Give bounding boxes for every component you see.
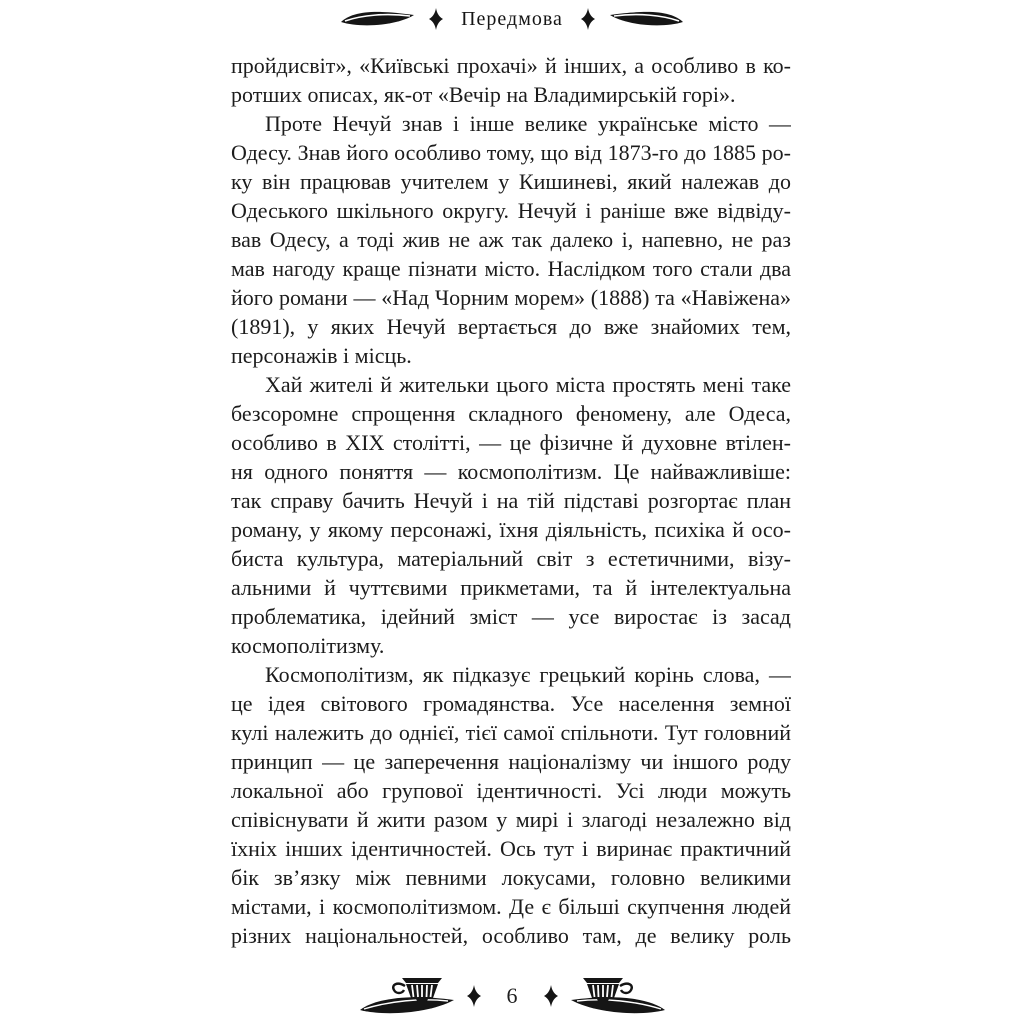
text-line: (1891), у яких Нечуй вертається до вже знайомих тем,: [231, 314, 791, 339]
text-line: це ідея світового громадянства. Усе населення земної: [231, 691, 791, 716]
leaf-flourish-icon: [608, 8, 684, 30]
text-line: безсоромне спрощення складного феномену, але Одеса,: [231, 401, 791, 426]
text-line: проблематика, ідейний зміст — усе виростає із засад: [231, 604, 791, 629]
text-line: ротших описах, як-от «Вечір на Владимирській горі».: [231, 82, 736, 107]
text-line: Хай жителі й жительки цього міста простять мені таке: [265, 372, 791, 397]
text-line: роману, у якому персонажі, їхня діяльність, психіка й осо-: [231, 517, 791, 542]
text-line: ку він працював учителем у Кишиневі, який належав до: [231, 169, 791, 194]
text-line: локальної або групової ідентичності. Усі люди можуть: [231, 778, 791, 803]
page-footer: [0, 972, 1024, 1020]
text-line: биста культура, матеріальний світ з естетичними, візу-: [231, 546, 791, 571]
text-line: містами, і космополітизмом. Де є більші скупчення людей: [231, 894, 791, 919]
text-line: кулі належить до однієї, тієї самої спільноти. Тут головний: [231, 720, 791, 745]
teacup-flourish-icon: [567, 974, 667, 1018]
text-line: його романи — «Над Чорним морем» (1888) та «Навіжена»: [231, 285, 791, 310]
diamond-star-icon: [544, 985, 558, 1007]
chapter-header: [0, 3, 1024, 35]
chapter-title: Передмова: [461, 7, 563, 30]
text-line: різних національностей, особливо там, де велику роль: [231, 923, 791, 948]
teacup-flourish-icon: [358, 974, 458, 1018]
text-line: бік зв’язку між певними локусами, головно великими: [231, 865, 791, 890]
text-line: Проте Нечуй знав і інше велике українське місто —: [265, 111, 791, 136]
text-line: космополітизму.: [231, 633, 385, 658]
diamond-star-icon: [581, 8, 595, 30]
text-line: Одеського шкільного округу. Нечуй і раніше вже відвіду-: [231, 198, 791, 223]
text-line: співіснувати й жити разом у мирі і злагоді незалежно від: [231, 807, 791, 832]
text-line: їхніх інших ідентичностей. Ось тут і виринає практичний: [231, 836, 791, 861]
text-line: вав Одесу, а тоді жив не аж так далеко і, напевно, не раз: [231, 227, 791, 252]
text-line: Космополітизм, як підказує грецький корінь слова, —: [265, 662, 791, 687]
diamond-star-icon: [467, 985, 481, 1007]
text-line: особливо в XIX столітті, — це фізичне й духовне втілен-: [231, 430, 791, 455]
page-number: 6: [506, 983, 518, 1008]
text-line: мав нагоду краще пізнати місто. Наслідком того стали два: [231, 256, 791, 281]
text-line: ня одного поняття — космополітизм. Це найважливіше:: [231, 459, 791, 484]
text-line: альними й чуттєвими прикметами, та й інтелектуальна: [231, 575, 791, 600]
text-line: принцип — це заперечення націоналізму чи іншого роду: [231, 749, 791, 774]
page-body: [231, 51, 791, 950]
leaf-flourish-icon: [340, 8, 416, 30]
text-line: персонажів і місць.: [231, 343, 412, 368]
diamond-star-icon: [429, 8, 443, 30]
text-line: пройдисвіт», «Київські прохачі» й інших, а особливо в ко-: [231, 53, 791, 78]
text-line: так справу бачить Нечуй і на тій підставі розгортає план: [231, 488, 791, 513]
text-line: Одесу. Знав його особливо тому, що від 1873-го до 1885 ро-: [231, 140, 791, 165]
